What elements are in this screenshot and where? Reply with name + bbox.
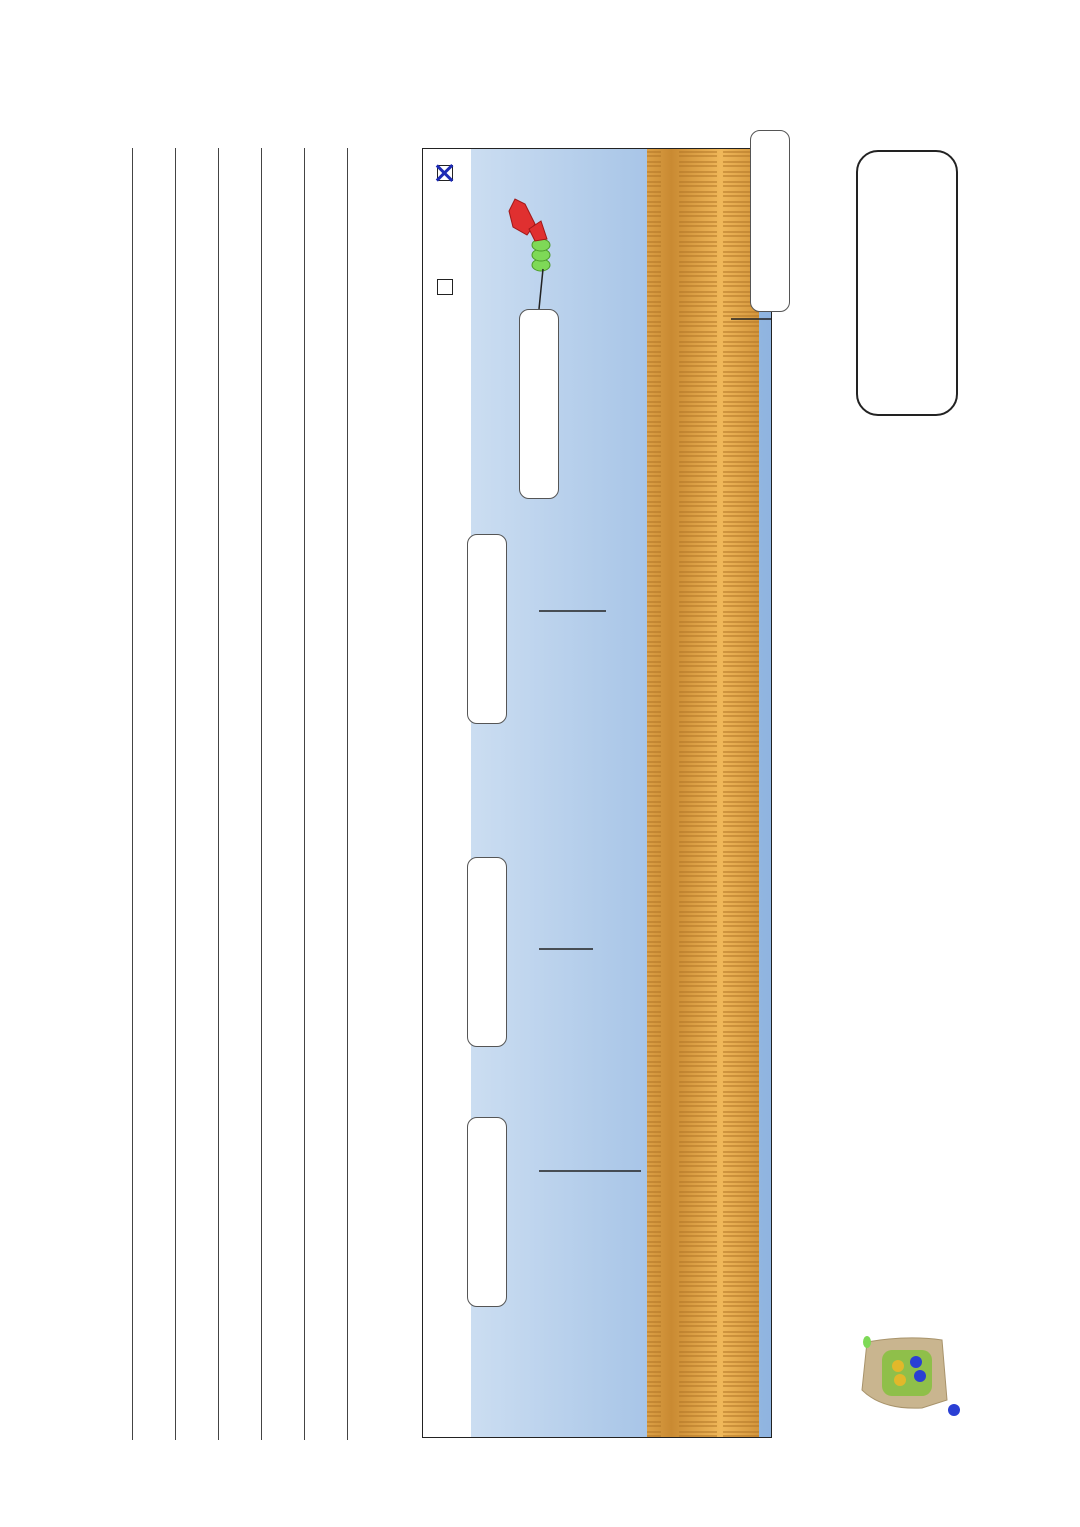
label-pump [750, 130, 790, 312]
checkbox-box-aktiv[interactable] [437, 165, 453, 181]
membrane-band [647, 149, 759, 1437]
answer-line [175, 148, 218, 1440]
label-potassium-ion [467, 857, 507, 1047]
label-atp-molecule [519, 309, 559, 499]
label-membrane [467, 1117, 507, 1307]
answer-line [261, 148, 304, 1440]
pump-figure [422, 148, 772, 1438]
checkbox-passiv[interactable] [437, 279, 453, 305]
checkbox-box-passiv[interactable] [437, 279, 453, 295]
answer-line [218, 148, 261, 1440]
title-box [856, 150, 958, 416]
answer-line [347, 148, 390, 1440]
answer-lines [132, 148, 390, 1440]
checkbox-aktiv[interactable] [437, 165, 453, 191]
answer-line [132, 148, 175, 1440]
answer-line [304, 148, 347, 1440]
label-sodium-ion [467, 534, 507, 724]
pump-thumbnail-illustration [852, 1330, 962, 1420]
